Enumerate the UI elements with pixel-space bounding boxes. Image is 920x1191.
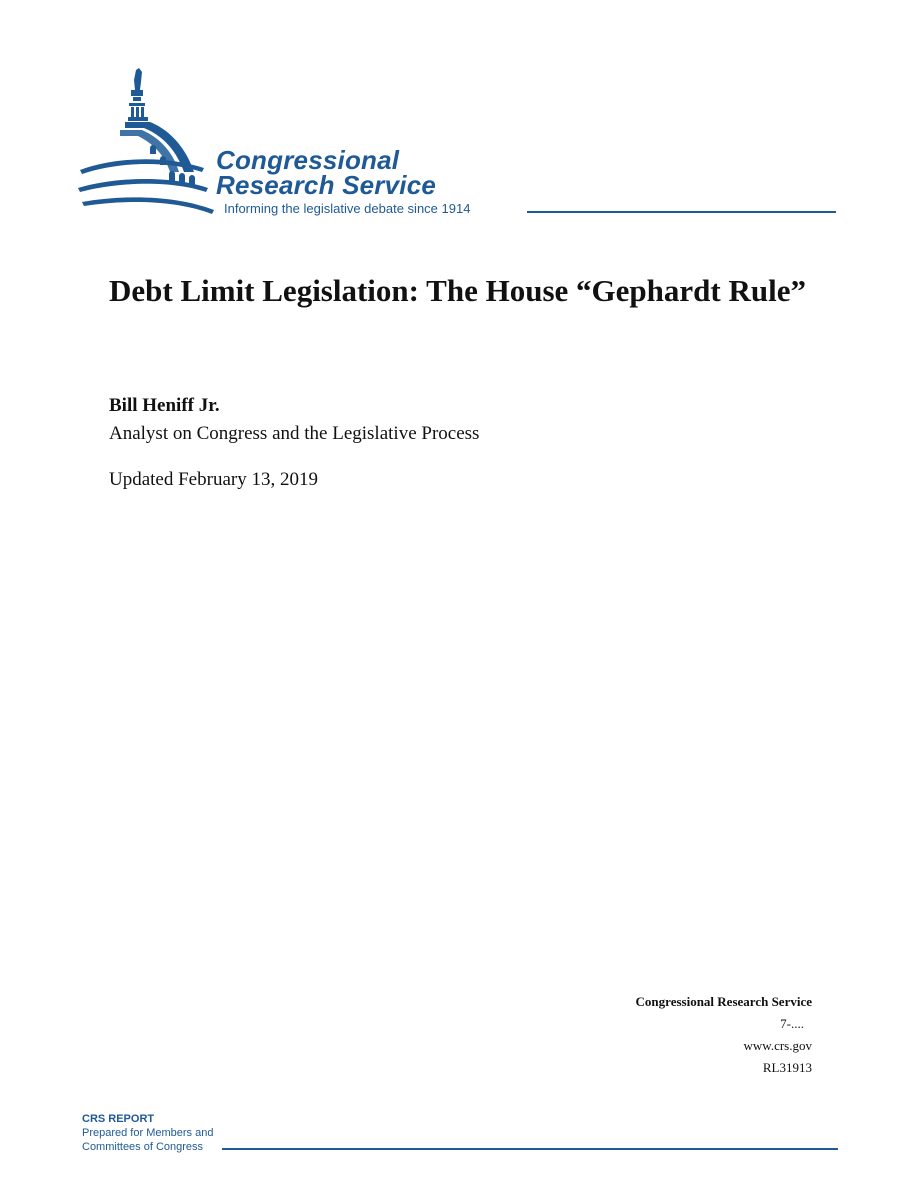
crs-logo [78, 64, 838, 224]
footer-title: CRS REPORT [82, 1113, 155, 1125]
footer-divider [222, 1148, 838, 1150]
logo-divider [527, 211, 836, 213]
crs-info-block [560, 991, 812, 1079]
logo-wordmark-line1: Congressional [216, 145, 400, 175]
footer-prepared-for: Prepared for Members and [82, 1127, 214, 1139]
report-title: Debt Limit Legislation: The House “Gephardt Rule” [109, 273, 806, 308]
footer-committees: Committees of Congress [82, 1141, 204, 1153]
crs-name: Congressional Research Service [635, 994, 812, 1009]
author-role: Analyst on Congress and the Legislative Process [109, 423, 480, 444]
updated-date: Updated February 13, 2019 [109, 469, 318, 490]
website-link[interactable]: www.crs.gov [743, 1038, 812, 1053]
capitol-dome-icon [78, 64, 220, 218]
product-code: 7-.... [780, 1016, 804, 1031]
author-block [109, 392, 809, 448]
logo-tagline: Informing the legislative debate since 1914 [224, 201, 471, 216]
author-name: Bill Heniff Jr. [109, 395, 220, 416]
report-number: RL31913 [762, 1060, 812, 1075]
logo-wordmark-line2: Research Service [216, 170, 437, 200]
footer [82, 1112, 838, 1156]
